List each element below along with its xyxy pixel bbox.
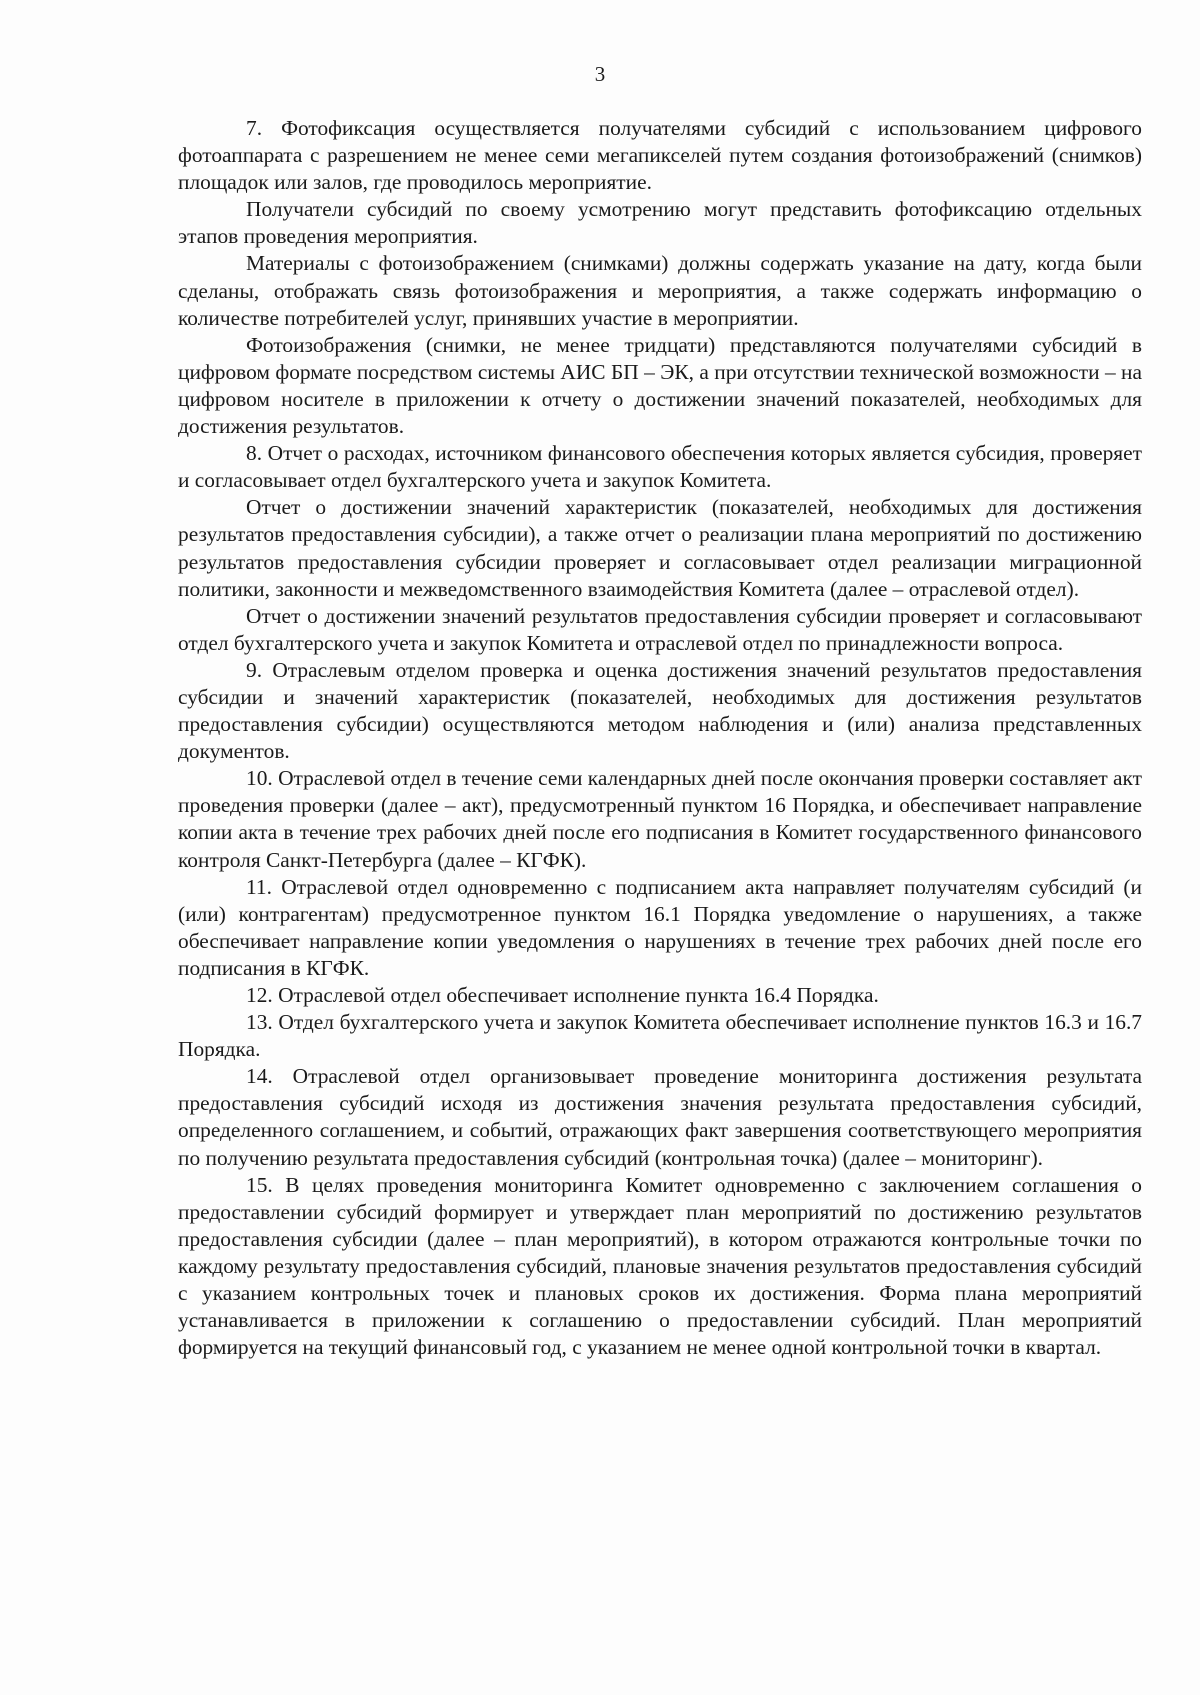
paragraph-14: 14. Отраслевой отдел организовывает проведение мониторинга достижения результата предоставления субсидий исходя из достижения значения результата предоставления субсидий, определенного соглашением, и событий, отражающих факт завершения соответствующего мероприятия по получению результата предоставления субсидий (контрольная точка) (далее – мониторинг). (178, 1064, 1142, 1170)
paragraph-8-results-report: Отчет о достижении значений результатов предоставления субсидии проверяет и согласовывают отдел бухгалтерского учета и закупок Комитета и отраслевой отдел по принадлежности вопроса. (178, 603, 1142, 655)
paragraph-13: 13. Отдел бухгалтерского учета и закупок Комитета обеспечивает исполнение пунктов 16.3 и 16.7 Порядка. (178, 1010, 1142, 1062)
paragraph-8: 8. Отчет о расходах, источником финансового обеспечения которых является субсидия, проверяет и согласовывает отдел бухгалтерского учета и закупок Комитета. (178, 441, 1142, 493)
paragraph-7: 7. Фотофиксация осуществляется получателями субсидий с использованием цифрового фотоаппарата с разрешением не менее семи мегапикселей путем создания фотоизображений (снимков) площадок или залов, где проводилось мероприятие. (178, 116, 1142, 195)
paragraph-7-photo-materials: Материалы с фотоизображением (снимками) должны содержать указание на дату, когда были сделаны, отображать связь фотоизображения и мероприятия, а также содержать информацию о количестве потребителей услуг, принявших участие в мероприятии. (178, 251, 1142, 330)
paragraph-8-indicators-report: Отчет о достижении значений характеристик (показателей, необходимых для достижения результатов предоставления субсидии), а также отчет о реализации плана мероприятий по достижению результатов предоставления субсидии проверяет и согласовывает отдел реализации миграционной политики, законности и межведомственного взаимодействия Комитета (далее – отраслевой отдел). (178, 495, 1142, 601)
document-body (178, 115, 1142, 1361)
paragraph-7-photo-stages: Получатели субсидий по своему усмотрению могут представить фотофиксацию отдельных этапов проведения мероприятия. (178, 197, 1142, 249)
paragraph-10: 10. Отраслевой отдел в течение семи календарных дней после окончания проверки составляет акт проведения проверки (далее – акт), предусмотренный пунктом 16 Порядка, и обеспечивает направление копии акта в течение трех рабочих дней после его подписания в Комитет государственного финансового контроля Санкт-Петербурга (далее – КГФК). (178, 766, 1142, 872)
paragraph-11: 11. Отраслевой отдел одновременно с подписанием акта направляет получателям субсидий (и (или) контрагентам) предусмотренное пунктом 16.1 Порядка уведомление о нарушениях, а также обеспечивает направление копии уведомления о нарушениях в течение трех рабочих дней после его подписания в КГФК. (178, 874, 1142, 980)
paragraph-7-photo-format: Фотоизображения (снимки, не менее тридцати) представляются получателями субсидий в цифровом формате посредством системы АИС БП – ЭК, а при отсутствии технической возможности – на цифровом носителе в приложении к отчету о достижении значений показателей, необходимых для достижения результатов. (178, 332, 1142, 439)
paragraph-12: 12. Отраслевой отдел обеспечивает исполнение пункта 16.4 Порядка. (246, 983, 879, 1007)
page-number: 3 (594, 62, 606, 86)
paragraph-15: 15. В целях проведения мониторинга Комитет одновременно с заключением соглашения о предоставлении субсидий формирует и утверждает план мероприятий по достижению результатов предоставления субсидии (далее – план мероприятий), в котором отражаются контрольные точки по каждому результату предоставления субсидий, плановые значения результатов предоставления субсидий с указанием контрольных точек и плановых сроков их достижения. Форма плана мероприятий устанавливается в приложении к соглашению о предоставлении субсидий. План мероприятий формируется на текущий финансовый год, с указанием не менее одной контрольной точки в квартал. (178, 1172, 1142, 1360)
paragraph-9: 9. Отраслевым отделом проверка и оценка достижения значений результатов предоставления субсидии и значений характеристик (показателей, необходимых для достижения результатов предоставления субсидии) осуществляются методом наблюдения и (или) анализа представленных документов. (178, 657, 1142, 764)
